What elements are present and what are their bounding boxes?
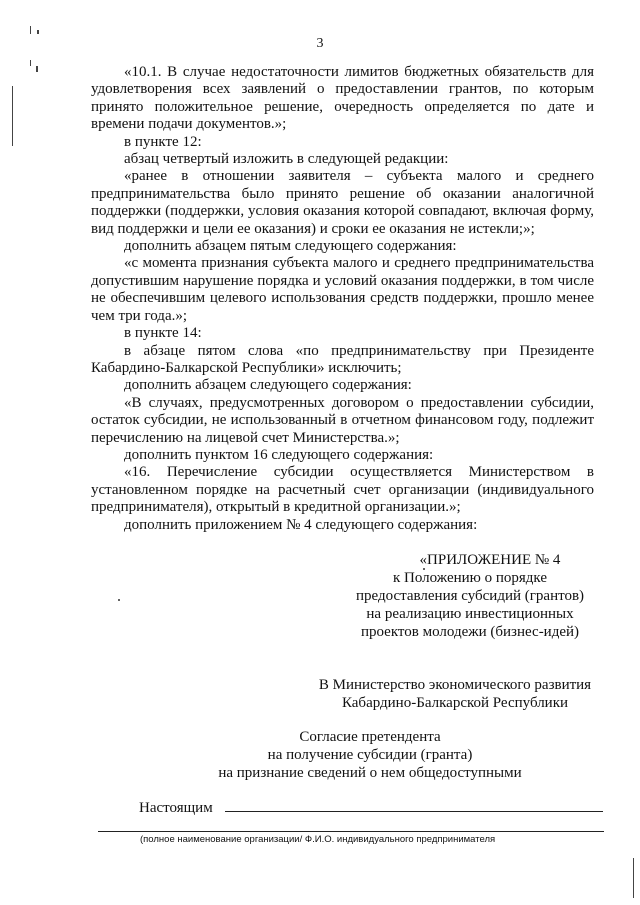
- consent-title-line: Согласие претендента: [299, 729, 441, 745]
- body-paragraph: в пункте 14:: [124, 325, 202, 342]
- body-paragraph: дополнить абзацем следующего содержания:: [124, 377, 412, 394]
- consent-title: [170, 728, 570, 782]
- body-paragraph: дополнить приложением № 4 следующего содержания:: [124, 516, 478, 533]
- addressee-line: Кабардино-Балкарской Республики: [341, 695, 569, 711]
- body-paragraph: «16. Перечисление субсидии осуществляется Министерством в установленном порядке на расчетный счет организации (индивидуального предпринимателя), открытый в кредитной организации.»;: [91, 464, 594, 516]
- scan-dot: [118, 599, 120, 601]
- name-fill-line[interactable]: [225, 811, 603, 812]
- body-paragraph: дополнить абзацем пятым следующего содержания:: [124, 238, 457, 255]
- body-paragraph: в абзаце пятом слова «по предпринимательству при Президенте Кабардино-Балкарской Республики» исключить;: [91, 342, 594, 376]
- appendix-line: проектов молодежи (бизнес-идей): [360, 624, 580, 640]
- scan-mark: [12, 86, 13, 146]
- body-paragraph: дополнить пунктом 16 следующего содержания:: [124, 446, 434, 463]
- body-paragraph: абзац четвертый изложить в следующей редакции:: [124, 151, 449, 168]
- scan-mark: [36, 66, 38, 72]
- consent-title-line: на признание сведений о нем общедоступными: [218, 765, 522, 781]
- appendix-line: предоставления субсидий (грантов): [355, 588, 585, 604]
- addressee-line: В Министерство экономического развития: [318, 677, 592, 693]
- appendix-title: «ПРИЛОЖЕНИЕ № 4: [419, 552, 561, 568]
- scan-mark: [37, 30, 39, 34]
- herewith-label: Настоящим: [139, 800, 213, 816]
- body-text: [91, 64, 594, 534]
- page-number: 3: [316, 36, 324, 51]
- appendix-line: на реализацию инвестиционных: [366, 606, 574, 622]
- body-paragraph: «В случаях, предусмотренных договором о предоставлении субсидии, остаток субсидии, не использованный в отчетном финансовом году, подлежит перечислению на лицевой счет Министерства.»;: [91, 394, 594, 446]
- name-fill-line-second[interactable]: [98, 831, 604, 832]
- appendix-line: к Положению о порядке: [393, 570, 547, 586]
- consent-title-line: на получение субсидии (гранта): [267, 747, 473, 763]
- scan-mark: [30, 26, 31, 34]
- scan-mark: [30, 60, 31, 66]
- fill-line-caption: (полное наименование организации/ Ф.И.О. индивидуального предпринимателя: [140, 834, 496, 845]
- body-paragraph: в пункте 12:: [124, 133, 202, 150]
- body-paragraph: «ранее в отношении заявителя – субъекта малого и среднего предпринимательства было принято решение об оказании аналогичной поддержки (поддержки, условия оказания которой совпадают, включая форму, вид поддержки и цели ее оказания) и сроки ее оказания не истекли;»;: [91, 168, 594, 237]
- body-paragraph: «10.1. В случае недостаточности лимитов бюджетных обязательств для удовлетворения всех заявлений о предоставлении грантов, по которым принято положительное решение, очередность определяется по дате и времени подачи документов.»;: [91, 64, 594, 133]
- body-paragraph: «с момента признания субъекта малого и среднего предпринимательства допустившим нарушение порядка и условий оказания поддержки, в том числе не обеспечившим целевого использования средств поддержки, прошло менее чем три года.»;: [91, 255, 594, 324]
- addressee-block: [300, 676, 610, 712]
- appendix-header: [340, 551, 600, 641]
- scan-mark: [633, 858, 634, 898]
